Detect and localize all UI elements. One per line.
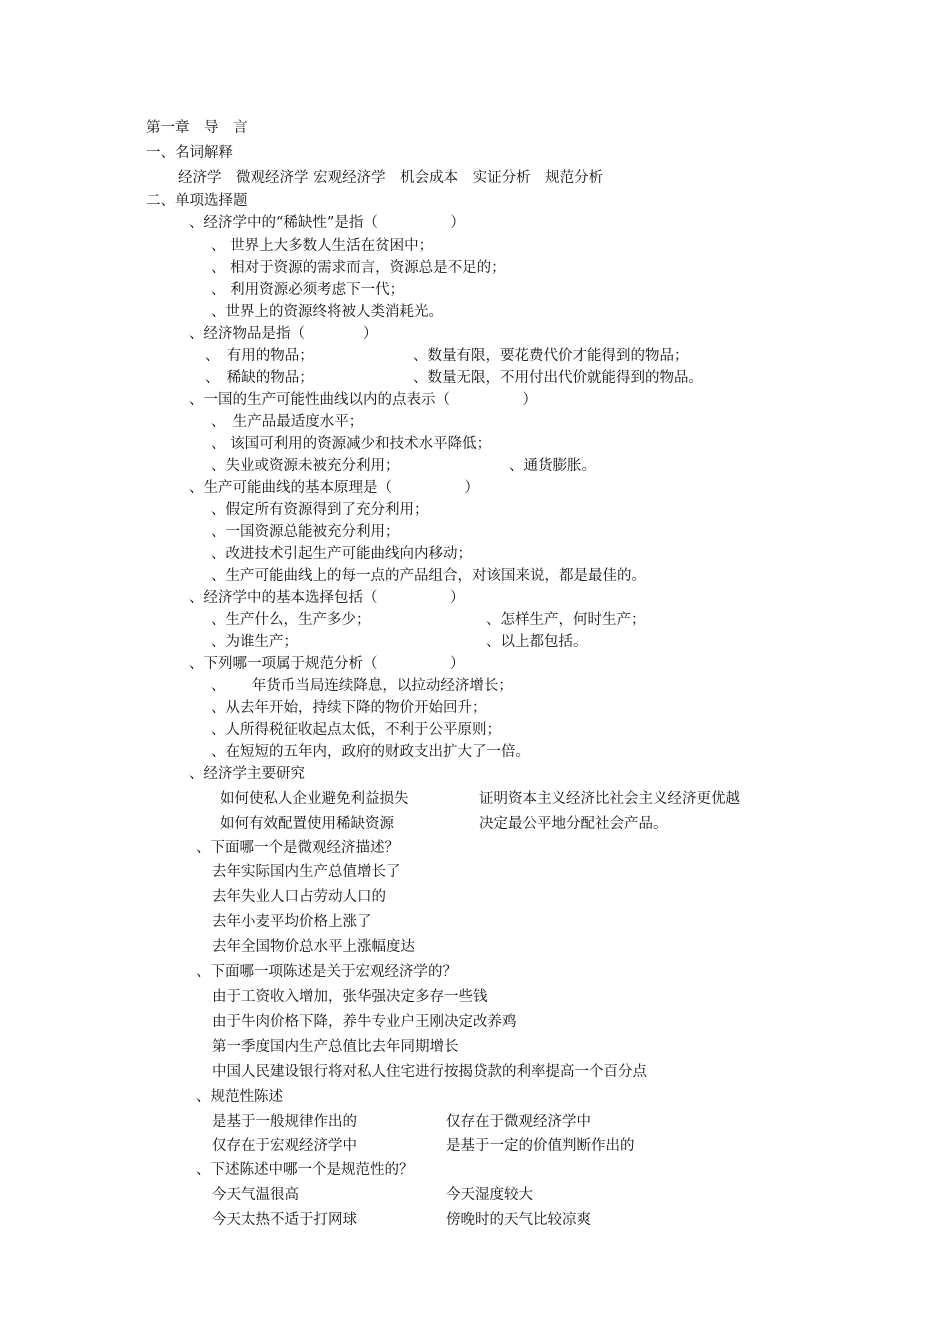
question-1-option-a: 、 世界上大多数人生活在贫困中；	[211, 238, 434, 254]
question-9-stem: 、下面哪一项陈述是关于宏观经济学的？	[196, 964, 457, 980]
question-3-option-a: 、 生产品最适度水平；	[211, 414, 364, 430]
question-2-option-d: 、数量无限，不用付出代价就能得到的物品。	[413, 370, 703, 386]
question-11-option-a: 今天气温很高	[212, 1187, 299, 1203]
question-1-option-d: 、世界上的资源终将被人类消耗光。	[211, 304, 443, 320]
question-6-option-d: 、在短短的五年内，政府的财政支出扩大了一倍。	[211, 744, 530, 760]
question-10-option-a: 是基于一般规律作出的	[212, 1114, 357, 1130]
question-3-option-b: 、 该国可利用的资源减少和技术水平降低；	[211, 436, 492, 452]
question-6-option-b: 、从去年开始，持续下降的物价开始回升；	[211, 700, 487, 716]
question-6-option-a: 、 年货币当局连续降息，以拉动经济增长；	[211, 678, 513, 694]
question-8-option-b: 去年失业人口占劳动人口的	[212, 889, 386, 905]
question-2-stem: 、经济物品是指（ ）	[189, 326, 378, 342]
question-7-option-c: 如何有效配置使用稀缺资源	[220, 816, 394, 832]
question-11-stem: 、下述陈述中哪一个是规范性的？	[196, 1162, 414, 1178]
question-5-option-d: 、以上都包括。	[486, 634, 588, 650]
question-7-option-d: 决定最公平地分配社会产品。	[479, 816, 668, 832]
question-2-option-b: 、 稀缺的物品；	[205, 370, 314, 386]
question-11-option-b: 今天湿度较大	[446, 1187, 533, 1203]
question-3-stem: 、一国的生产可能性曲线以内的点表示（ ）	[189, 392, 537, 408]
question-10-stem: 、规范性陈述	[196, 1089, 283, 1105]
chapter-title: 第一章 导 言	[146, 120, 248, 136]
question-2-option-c: 、数量有限，要花费代价才能得到的物品；	[413, 348, 689, 364]
question-7-option-a: 如何使私人企业避免利益损失	[220, 791, 409, 807]
question-5-option-c: 、为谁生产；	[211, 634, 298, 650]
question-5-stem: 、经济学中的基本选择包括（ ）	[189, 590, 465, 606]
section-heading-choice: 二、单项选择题	[146, 193, 248, 209]
question-4-option-b: 、一国资源总能被充分利用；	[211, 524, 400, 540]
question-11-option-d: 傍晚时的天气比较凉爽	[446, 1212, 591, 1228]
question-6-stem: 、下列哪一项属于规范分析（ ）	[189, 656, 465, 672]
question-9-option-a: 由于工资收入增加，张华强决定多存一些钱	[212, 989, 488, 1005]
question-1-option-c: 、 利用资源必须考虑下一代；	[211, 282, 405, 298]
question-9-option-b: 由于牛肉价格下降，养牛专业户王刚决定改养鸡	[212, 1014, 517, 1030]
question-11-option-c: 今天太热不适于打网球	[212, 1212, 357, 1228]
question-8-option-c: 去年小麦平均价格上涨了	[212, 914, 372, 930]
question-6-option-c: 、人所得税征收起点太低，不利于公平原则；	[211, 722, 501, 738]
question-4-option-a: 、假定所有资源得到了充分利用；	[211, 502, 429, 518]
question-8-option-a: 去年实际国内生产总值增长了	[212, 864, 401, 880]
question-4-option-c: 、改进技术引起生产可能曲线向内移动；	[211, 546, 472, 562]
terms-list: 经济学 微观经济学 宏观经济学 机会成本 实证分析 规范分析	[178, 170, 604, 186]
question-3-option-d: 、通货膨胀。	[509, 458, 596, 474]
question-8-stem: 、下面哪一个是微观经济描述？	[196, 840, 399, 856]
question-1-option-b: 、 相对于资源的需求而言，资源总是不足的；	[211, 260, 506, 276]
question-2-option-a: 、 有用的物品；	[205, 348, 314, 364]
question-7-option-b: 证明资本主义经济比社会主义经济更优越	[479, 791, 740, 807]
question-10-option-d: 是基于一定的价值判断作出的	[446, 1138, 635, 1154]
question-8-option-d: 去年全国物价总水平上涨幅度达	[212, 939, 415, 955]
question-9-option-c: 第一季度国内生产总值比去年同期增长	[212, 1039, 459, 1055]
question-1-stem: 、经济学中的“稀缺性”是指（ ）	[189, 215, 465, 231]
question-4-stem: 、生产可能曲线的基本原理是（ ）	[189, 480, 479, 496]
question-7-stem: 、经济学主要研究	[189, 766, 305, 782]
question-5-option-b: 、怎样生产，何时生产；	[486, 612, 646, 628]
question-5-option-a: 、生产什么，生产多少；	[211, 612, 371, 628]
question-10-option-c: 仅存在于宏观经济学中	[212, 1138, 357, 1154]
question-9-option-d: 中国人民建设银行将对私人住宅进行按揭贷款的利率提高一个百分点	[212, 1064, 647, 1080]
question-3-option-c: 、失业或资源未被充分利用；	[211, 458, 400, 474]
question-10-option-b: 仅存在于微观经济学中	[446, 1114, 591, 1130]
section-heading-terms: 一、名词解释	[146, 145, 233, 161]
question-4-option-d: 、生产可能曲线上的每一点的产品组合，对该国来说，都是最佳的。	[211, 568, 646, 584]
